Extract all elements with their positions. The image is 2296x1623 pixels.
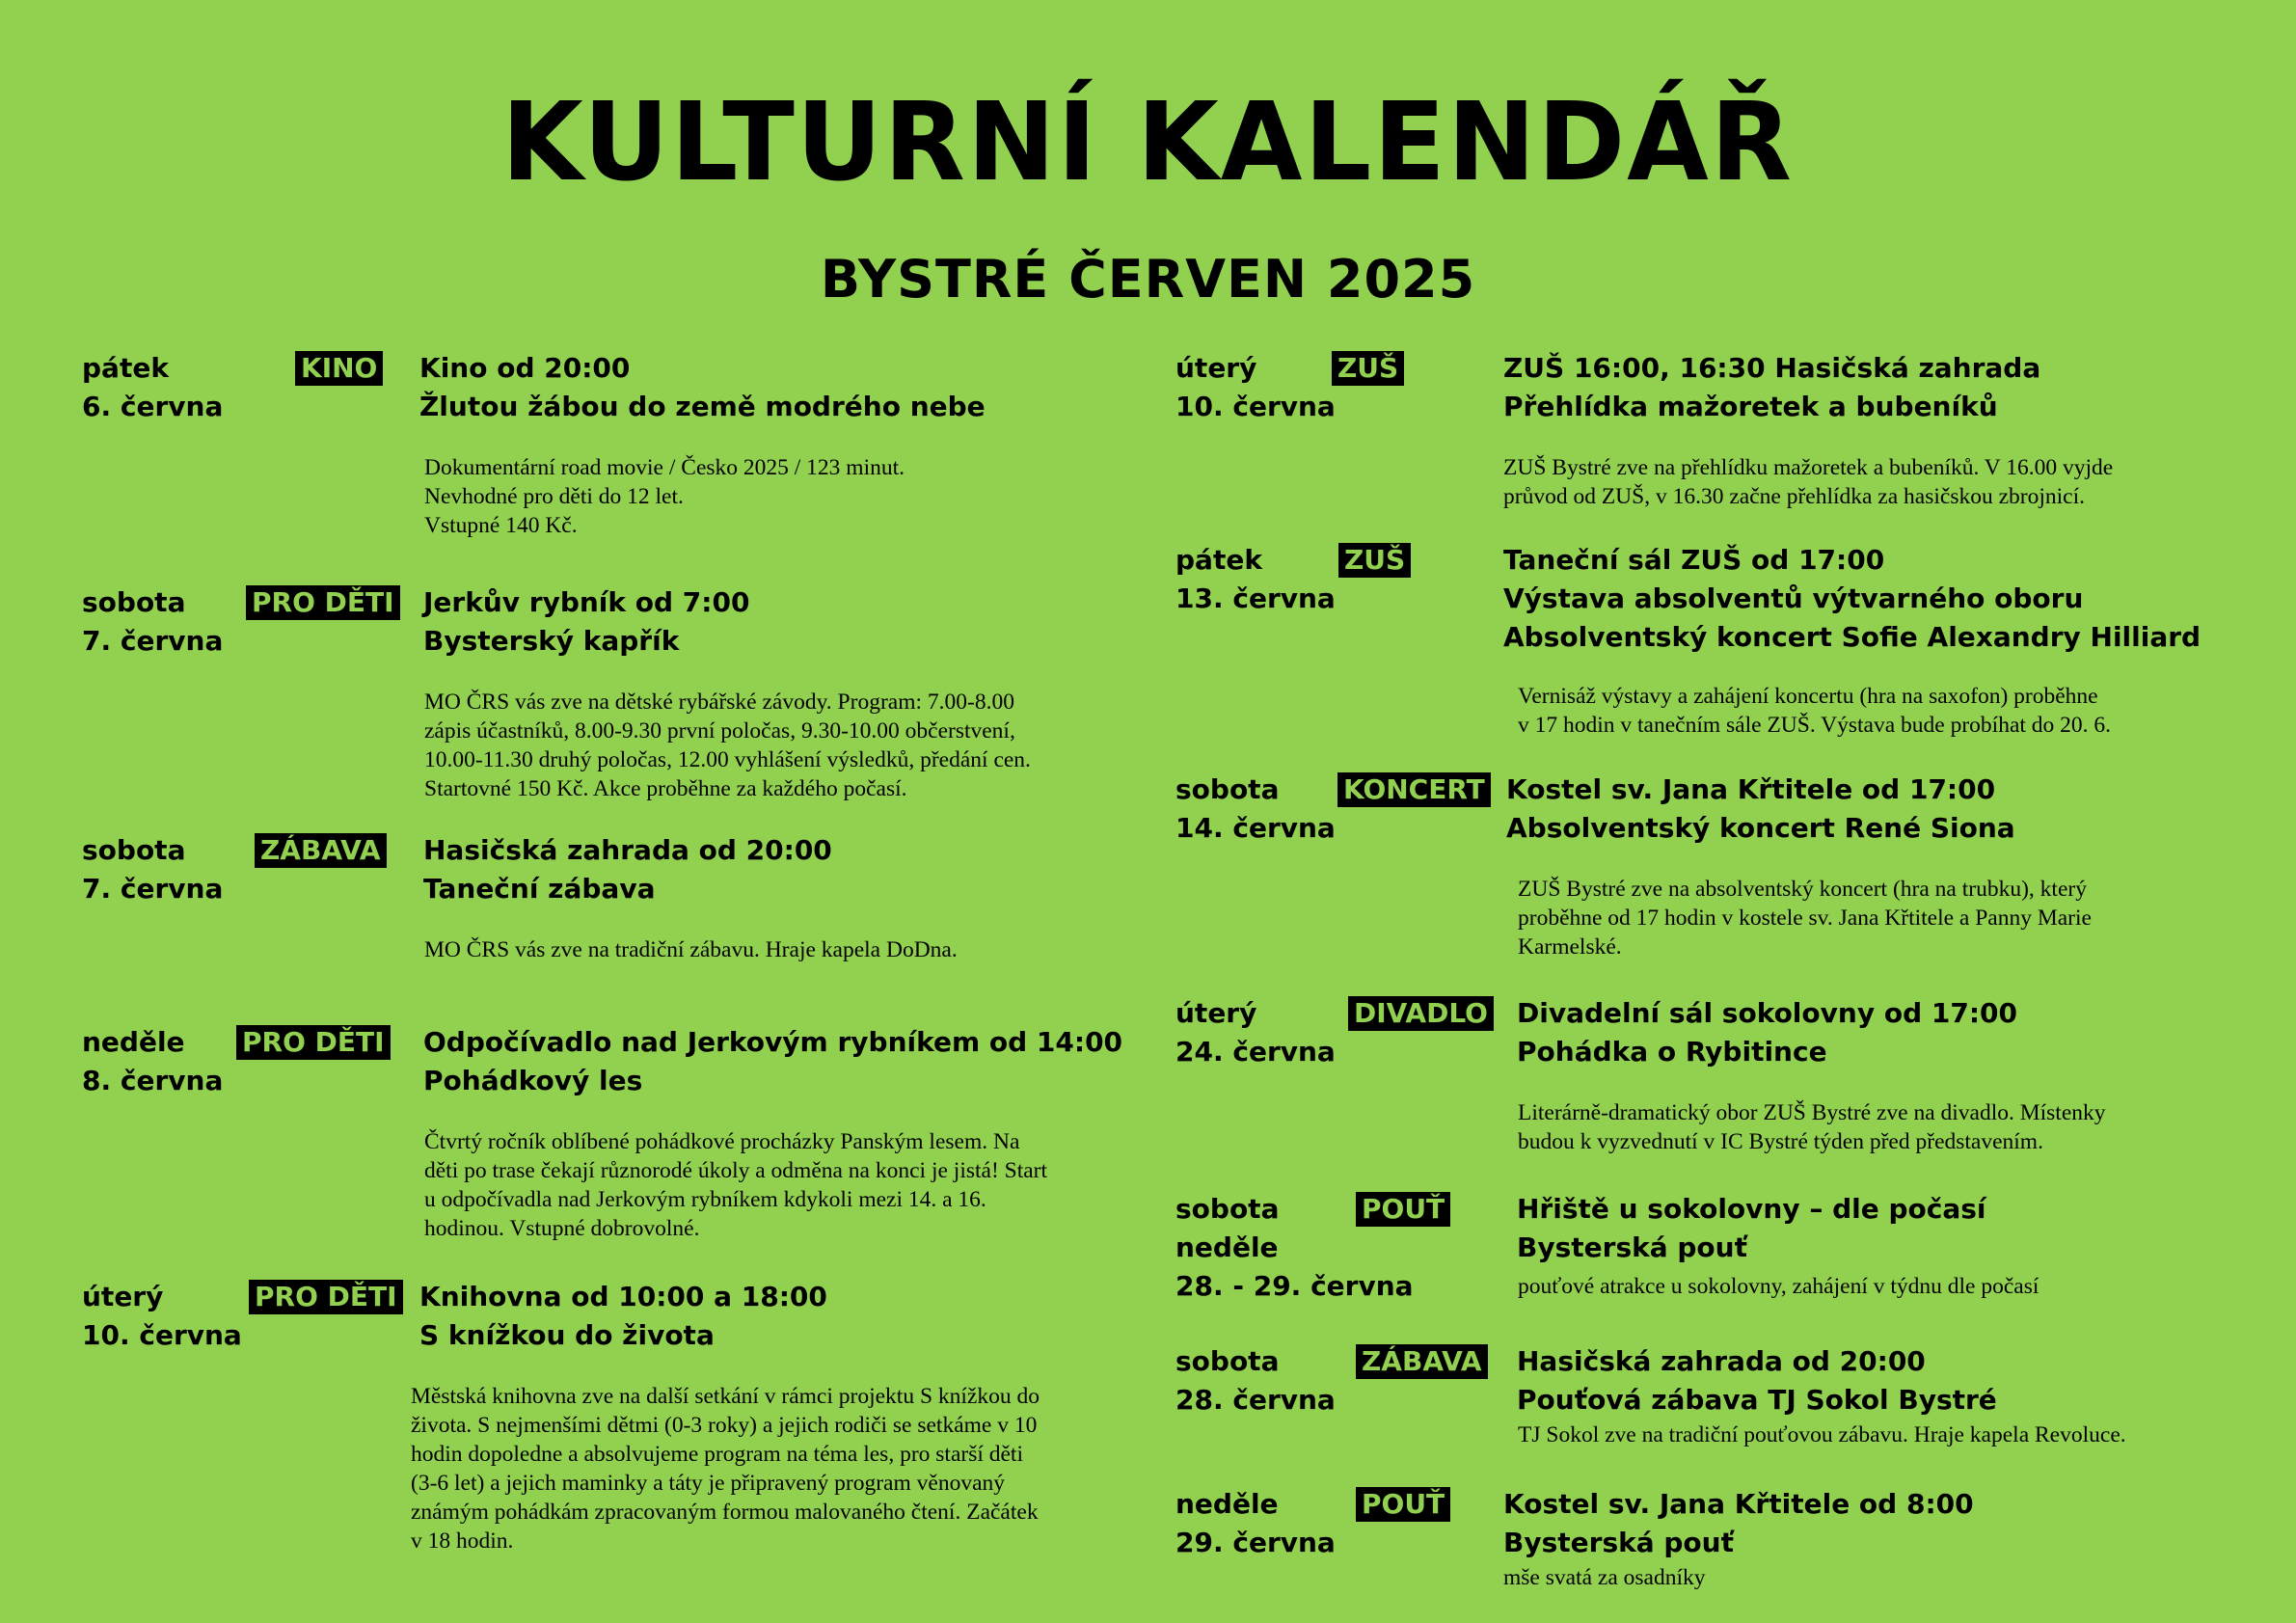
event-venue: Taneční sál ZUŠ od 17:00 bbox=[1503, 544, 1885, 576]
description-line: budou k vyzvednutí v IC Bystré týden před představením. bbox=[1518, 1129, 2043, 1154]
event-headings bbox=[423, 1023, 1122, 1100]
event-venue: Divadelní sál sokolovny od 17:00 bbox=[1517, 997, 2017, 1029]
event-weekday: neděle bbox=[1175, 1488, 1279, 1520]
description-line: mše svatá za osadníky bbox=[1503, 1565, 1706, 1590]
event-description bbox=[424, 935, 958, 964]
event-category-badge: POUŤ bbox=[1356, 1487, 1450, 1522]
event-date bbox=[1175, 994, 1336, 1071]
description-line: ZUŠ Bystré zve na absolventský koncert (hra na trubku), který bbox=[1518, 877, 2087, 902]
event-title: Absolventský koncert René Siona bbox=[1506, 812, 2015, 844]
event-title: S knížkou do života bbox=[419, 1319, 715, 1351]
calendar-title-graphic bbox=[501, 66, 1824, 210]
event-day: 28. června bbox=[1175, 1384, 1336, 1416]
description-line: Dokumentární road movie / Česko 2025 / 123 minut. bbox=[424, 455, 905, 480]
description-line: Nevhodné pro děti do 12 let. bbox=[424, 484, 684, 509]
event-day: 24. června bbox=[1175, 1036, 1336, 1068]
event-weekday: úterý bbox=[1175, 997, 1257, 1029]
event-category-badge: KINO bbox=[295, 351, 383, 386]
description-line: MO ČRS vás zve na tradiční zábavu. Hraje kapela DoDna. bbox=[424, 937, 958, 962]
event-weekday: úterý bbox=[1175, 352, 1257, 384]
description-line: Čtvrtý ročník oblíbené pohádkové procházky Panským lesem. Na bbox=[424, 1129, 1020, 1154]
event-description bbox=[411, 1382, 1040, 1555]
event-category-badge: DIVADLO bbox=[1348, 996, 1494, 1031]
event-title: Bysterský kapřík bbox=[423, 625, 680, 657]
event-venue: Kostel sv. Jana Křtitele od 8:00 bbox=[1503, 1488, 1974, 1520]
event-headings bbox=[1503, 1485, 1974, 1562]
event-venue: Hasičská zahrada od 20:00 bbox=[423, 834, 832, 866]
event-venue: Hasičská zahrada od 20:00 bbox=[1517, 1345, 1926, 1377]
event-headings bbox=[1517, 1190, 1986, 1267]
event-day: 7. června bbox=[82, 625, 224, 657]
event-date bbox=[82, 349, 223, 426]
description-line: v 18 hodin. bbox=[411, 1528, 514, 1554]
event-category-badge: ZÁBAVA bbox=[1356, 1344, 1488, 1379]
event-description bbox=[424, 453, 905, 540]
event-venue: Hřiště u sokolovny – dle počasí bbox=[1517, 1193, 1986, 1225]
event-title: Pohádka o Rybitince bbox=[1517, 1036, 1827, 1068]
event-description bbox=[1503, 453, 2113, 511]
event-title: Bysterská pouť bbox=[1503, 1527, 1734, 1558]
event-headings bbox=[419, 1278, 827, 1355]
event-date bbox=[1175, 1485, 1336, 1562]
event-date bbox=[1175, 349, 1336, 426]
event-day: 10. června bbox=[1175, 391, 1336, 422]
event-venue: Kino od 20:00 bbox=[419, 352, 631, 384]
event-headings bbox=[1503, 349, 2040, 426]
event-venue: Odpočívadlo nad Jerkovým rybníkem od 14:00 bbox=[423, 1026, 1123, 1058]
event-title: Taneční zábava bbox=[423, 873, 656, 905]
event-date bbox=[1175, 1342, 1336, 1420]
event-category-badge: PRO DĚTI bbox=[246, 585, 400, 620]
description-line: Karmelské. bbox=[1518, 934, 1622, 960]
event-venue: Kostel sv. Jana Křtitele od 17:00 bbox=[1506, 773, 1996, 805]
event-venue: ZUŠ 16:00, 16:30 Hasičská zahrada bbox=[1503, 352, 2041, 384]
event-weekday: neděle bbox=[82, 1026, 185, 1058]
event-description bbox=[1503, 1563, 1705, 1592]
description-line: 10.00-11.30 druhý poločas, 12.00 vyhlášení výsledků, předání cen. bbox=[424, 747, 1031, 772]
event-description bbox=[1518, 682, 2111, 740]
description-line: proběhne od 17 hodin v kostele sv. Jana Křtitele a Panny Marie bbox=[1518, 906, 2092, 931]
description-line: Vstupné 140 Kč. bbox=[424, 513, 578, 538]
description-line: Městská knihovna zve na další setkání v rámci projektu S knížkou do bbox=[411, 1384, 1040, 1409]
description-line: Literárně-dramatický obor ZUŠ Bystré zve na divadlo. Místenky bbox=[1518, 1100, 2106, 1125]
event-headings bbox=[423, 583, 749, 661]
event-title: Pohádkový les bbox=[423, 1065, 643, 1096]
event-weekday: neděle bbox=[1175, 1231, 1279, 1263]
description-line: děti po trase čekají různorodé úkoly a odměna na konci je jistá! Start bbox=[424, 1158, 1048, 1183]
event-venue: Jerkův rybník od 7:00 bbox=[423, 586, 750, 618]
event-headings bbox=[423, 831, 832, 908]
description-line: TJ Sokol zve na tradiční pouťovou zábavu. Hraje kapela Revoluce. bbox=[1518, 1422, 2126, 1447]
event-title: Žlutou žábou do země modrého nebe bbox=[419, 391, 986, 422]
event-date bbox=[82, 583, 223, 661]
event-headings bbox=[419, 349, 986, 426]
calendar-title bbox=[501, 66, 1824, 210]
event-description bbox=[1518, 1272, 2039, 1301]
event-description bbox=[424, 1127, 1047, 1243]
event-date bbox=[1175, 771, 1336, 848]
event-weekday: sobota bbox=[82, 834, 186, 866]
event-category-badge: PRO DĚTI bbox=[249, 1280, 403, 1314]
event-day: 28. - 29. června bbox=[1175, 1270, 1414, 1302]
event-description bbox=[1518, 1420, 2126, 1449]
event-weekday: sobota bbox=[1175, 1193, 1280, 1225]
event-description bbox=[1518, 875, 2092, 961]
description-line: hodin dopoledne a absolvujeme program na téma les, pro starší děti bbox=[411, 1442, 1023, 1467]
event-title: Výstava absolventů výtvarného oboru bbox=[1503, 582, 2084, 614]
event-category-badge: PRO DĚTI bbox=[236, 1025, 391, 1060]
event-day: 29. června bbox=[1175, 1527, 1336, 1558]
event-category-badge: KONCERT bbox=[1337, 772, 1491, 807]
event-description bbox=[424, 688, 1031, 803]
description-line: hodinou. Vstupné dobrovolné. bbox=[424, 1216, 700, 1241]
event-weekday: sobota bbox=[82, 586, 186, 618]
event-headings bbox=[1517, 1342, 1997, 1420]
page-subtitle: BYSTRÉ ČERVEN 2025 bbox=[820, 249, 1476, 310]
event-day: 14. června bbox=[1175, 812, 1336, 844]
event-category-badge: ZÁBAVA bbox=[255, 833, 387, 868]
event-title: Bysterská pouť bbox=[1517, 1231, 1747, 1263]
event-headings bbox=[1517, 994, 2017, 1071]
event-title: Pouťová zábava TJ Sokol Bystré bbox=[1517, 1384, 1997, 1416]
event-day: 8. června bbox=[82, 1065, 224, 1096]
event-category-badge: ZUŠ bbox=[1332, 351, 1404, 386]
description-line: v 17 hodin v tanečním sále ZUŠ. Výstava bude probíhat do 20. 6. bbox=[1518, 713, 2112, 738]
description-line: u odpočívadla nad Jerkovým rybníkem kdykoli mezi 14. a 16. bbox=[424, 1187, 986, 1212]
event-weekday: sobota bbox=[1175, 773, 1280, 805]
event-date bbox=[82, 1023, 223, 1100]
description-line: (3-6 let) a jejich maminky a táty je připravený program věnovaný bbox=[411, 1471, 1006, 1496]
event-date bbox=[82, 1278, 242, 1355]
description-line: zápis účastníků, 8.00-9.30 první poločas, 9.30-10.00 občerstvení, bbox=[424, 718, 1015, 744]
description-line: průvod od ZUŠ, v 16.30 začne přehlídka za hasičskou zbrojnicí. bbox=[1503, 484, 2086, 509]
event-weekday: úterý bbox=[82, 1281, 164, 1312]
event-day: 13. června bbox=[1175, 582, 1336, 614]
event-title: Absolventský koncert Sofie Alexandry Hilliard bbox=[1503, 621, 2201, 653]
event-day: 7. června bbox=[82, 873, 224, 905]
event-description bbox=[1518, 1098, 2106, 1156]
event-title: Přehlídka mažoretek a bubeníků bbox=[1503, 391, 1998, 422]
calendar-title-text: KULTURNÍ KALENDÁŘ bbox=[501, 80, 1824, 205]
event-headings bbox=[1506, 771, 2015, 848]
description-line: ZUŠ Bystré zve na přehlídku mažoretek a bubeníků. V 16.00 vyjde bbox=[1503, 455, 2114, 480]
event-weekday: sobota bbox=[1175, 1345, 1280, 1377]
description-line: pouťové atrakce u sokolovny, zahájení v týdnu dle počasí bbox=[1518, 1274, 2039, 1299]
description-line: MO ČRS vás zve na dětské rybářské závody. Program: 7.00-8.00 bbox=[424, 690, 1014, 715]
event-headings bbox=[1503, 541, 2201, 657]
description-line: známým pohádkám zpracovaným formou malovaného čtení. Začátek bbox=[411, 1500, 1039, 1525]
event-date bbox=[82, 831, 223, 908]
event-weekday: pátek bbox=[82, 352, 169, 384]
description-line: Startovné 150 Kč. Akce proběhne za každého počasí. bbox=[424, 776, 907, 801]
event-date bbox=[1175, 541, 1336, 618]
event-category-badge: ZUŠ bbox=[1338, 543, 1411, 578]
event-day: 6. června bbox=[82, 391, 224, 422]
event-category-badge: POUŤ bbox=[1356, 1192, 1450, 1227]
description-line: Vernisáž výstavy a zahájení koncertu (hra na saxofon) proběhne bbox=[1518, 684, 2098, 709]
description-line: života. S nejmenšími dětmi (0-3 roky) a jejich rodiči se setkáme v 10 bbox=[411, 1413, 1038, 1438]
event-day: 10. června bbox=[82, 1319, 242, 1351]
event-venue: Knihovna od 10:00 a 18:00 bbox=[419, 1281, 827, 1312]
event-weekday: pátek bbox=[1175, 544, 1262, 576]
